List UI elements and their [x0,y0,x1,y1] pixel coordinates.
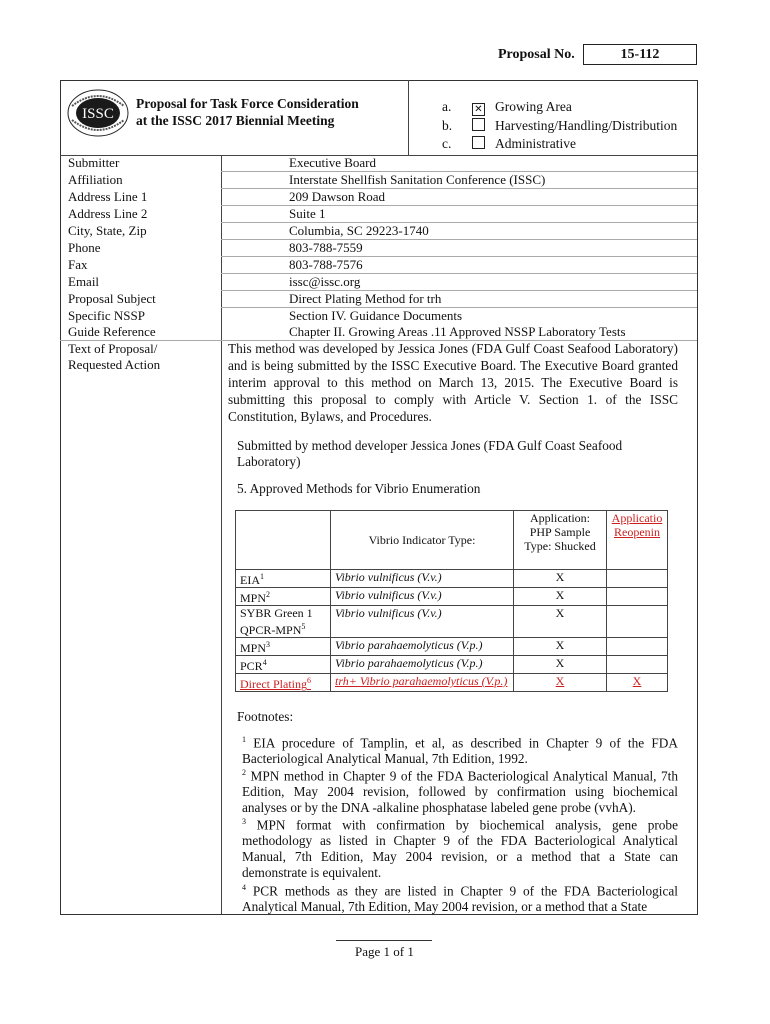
option-letter: c. [442,136,452,151]
footnote-text: PCR methods as they are listed in Chapter 9 of the FDA Bacteriological Analytical Manual, 7th Edition, May 2004 revision, or a method that a State [242,883,678,915]
method-name: MPN [240,591,267,605]
footer-rule [336,940,432,941]
methods-table [235,510,668,692]
field-value: 803-788-7576 [289,257,363,272]
field-label: Address Line 1 [68,189,148,204]
checked-box-icon[interactable]: ✕ [472,103,485,116]
table-header-app2: Applicatio Reopenin [607,511,668,570]
unchecked-box-icon[interactable] [472,136,485,149]
footnote-ref: 5 [301,622,306,631]
table-row-direct-plating [236,674,668,692]
footnote-text: EIA procedure of Tamplin, et al, as described in Chapter 9 of the FDA Bacteriological Analytical Manual, 7th Edition, 1992. [242,735,678,767]
option-administrative[interactable] [442,136,576,152]
table-row [236,656,668,674]
app1-cell: X [514,656,607,674]
app2-cell [607,570,668,588]
option-growing-area[interactable] [442,99,572,116]
field-value: Suite 1 [289,206,326,221]
footnote-number: 2 [242,768,246,777]
method-name: Direct Plating [240,677,307,691]
field-label: Email [68,274,100,289]
footnote-2 [242,765,678,816]
footnote-1 [242,732,678,767]
page-number: Page 1 of 1 [355,944,414,959]
indicator-cell: Vibrio vulnificus (V.v.) [331,570,514,588]
method-cell [236,674,331,692]
app1-cell: X [514,588,607,606]
footnote-ref: 4 [262,658,267,667]
footnote-ref: 1 [260,572,264,581]
method-cell [236,588,331,606]
footnotes-title: Footnotes: [237,709,294,724]
submitted-by-text: Submitted by method developer Jessica Jones (FDA Gulf Coast Seafood Laboratory) [237,438,623,469]
field-value: Columbia, SC 29223-1740 [289,223,429,238]
footnote-4 [242,880,678,915]
indicator-cell: Vibrio vulnificus (V.v.) [331,606,514,638]
title-line-1: Proposal for Task Force Consideration [136,96,359,111]
unchecked-box-icon[interactable] [472,118,485,131]
footnote-text: MPN format with confirmation by biochemical analysis, gene probe methodology as listed in Chapter 9 of the FDA Bacteriological Analytical Manual, 7th Edition, May 2004 revision, or a method that a State can demonstrate is equivalent. [242,817,678,881]
app2-cell [607,606,668,638]
app2-cell: X [607,674,668,692]
option-label: Administrative [495,136,576,151]
footnote-3 [242,814,678,881]
header-column-divider [408,80,409,155]
method-cell [236,656,331,674]
logo-text: ISSC [82,106,114,122]
method-cell [236,606,331,638]
footnote-number: 3 [242,817,246,826]
app2-cell [607,638,668,656]
field-value: 803-788-7559 [289,240,363,255]
footnote-number: 4 [242,883,246,892]
field-label: Phone [68,240,101,255]
field-value: 209 Dawson Road [289,189,386,204]
option-letter: b. [442,118,453,133]
section-title: 5. Approved Methods for Vibrio Enumeration [237,481,481,496]
field-column-divider [221,155,222,914]
app1-cell: X [514,606,607,638]
footnote-ref: 3 [266,640,271,649]
method-cell [236,638,331,656]
proposal-number-label: Proposal No. [498,47,575,62]
table-header-indicator: Vibrio Indicator Type: [331,511,514,570]
field-value: Executive Board [289,155,376,170]
proposal-paragraph: This method was developed by Jessica Jones (FDA Gulf Coast Seafood Laboratory) and is being submitted by the ISSC Executive Board. The Executive Board granted interim approval to this method on March 13, 2015. The Executive Board is submitting this proposal to comply with Article V. Section 1. of the ISSC Constitution, Bylaws, and Procedures. [228,341,678,424]
field-value: issc@issc.org [289,274,361,289]
app1-cell: X [514,674,607,692]
field-label: City, State, Zip [68,223,147,238]
app1-cell: X [514,570,607,588]
table-header-empty [236,511,331,570]
field-label: Fax [68,257,88,272]
field-label: Address Line 2 [68,206,148,221]
indicator-cell: trh+ Vibrio parahaemolyticus (V.p.) [331,674,514,692]
app1-cell: X [514,638,607,656]
field-label: Requested Action [68,357,161,372]
method-cell [236,570,331,588]
method-name: MPN [240,641,267,655]
footnote-text: MPN method in Chapter 9 of the FDA Bacteriological Analytical Manual, 7th Edition, May 2004 revision, followed by confirmation using biochemical analyses or by the DNA -alkaline phosphatase labeled gene probe (vvhA). [242,768,678,816]
table-row [236,606,668,638]
footnote-number: 1 [242,735,246,744]
option-label: Growing Area [495,99,572,114]
field-value: Interstate Shellfish Sanitation Conference (ISSC) [289,172,546,187]
field-label: Specific NSSP [68,308,145,323]
indicator-cell: Vibrio vulnificus (V.v.) [331,588,514,606]
header-divider [60,155,697,156]
field-value: Chapter II. Growing Areas .11 Approved NSSP Laboratory Tests [289,324,626,339]
table-header-app1: Application: PHP Sample Type: Shucked [514,511,607,570]
field-label: Text of Proposal/ [68,341,158,356]
option-label: Harvesting/Handling/Distribution [495,118,678,133]
table-row [236,588,668,606]
indicator-cell: Vibrio parahaemolyticus (V.p.) [331,638,514,656]
field-value: Direct Plating Method for trh [289,291,442,306]
option-harvesting[interactable] [442,118,677,134]
footnote-ref: 6 [306,676,311,685]
table-header-row [236,511,668,570]
field-value: Section IV. Guidance Documents [289,308,463,323]
field-label: Proposal Subject [68,291,156,306]
method-name: EIA [240,573,260,587]
title-line-2: at the ISSC 2017 Biennial Meeting [136,113,335,128]
field-label: Guide Reference [68,324,156,339]
method-name: SYBR Green 1 QPCR-MPN [240,606,313,637]
field-label: Submitter [68,155,120,170]
method-name: PCR [240,659,263,673]
app2-cell [607,588,668,606]
option-letter: a. [442,99,452,114]
field-label: Affiliation [68,172,123,187]
table-row [236,570,668,588]
footnote-ref: 2 [266,590,271,599]
issc-logo-icon [66,88,130,138]
app2-cell [607,656,668,674]
proposal-title [136,95,359,129]
indicator-cell: Vibrio parahaemolyticus (V.p.) [331,656,514,674]
table-row [236,638,668,656]
proposal-number-value: 15-112 [583,44,697,65]
